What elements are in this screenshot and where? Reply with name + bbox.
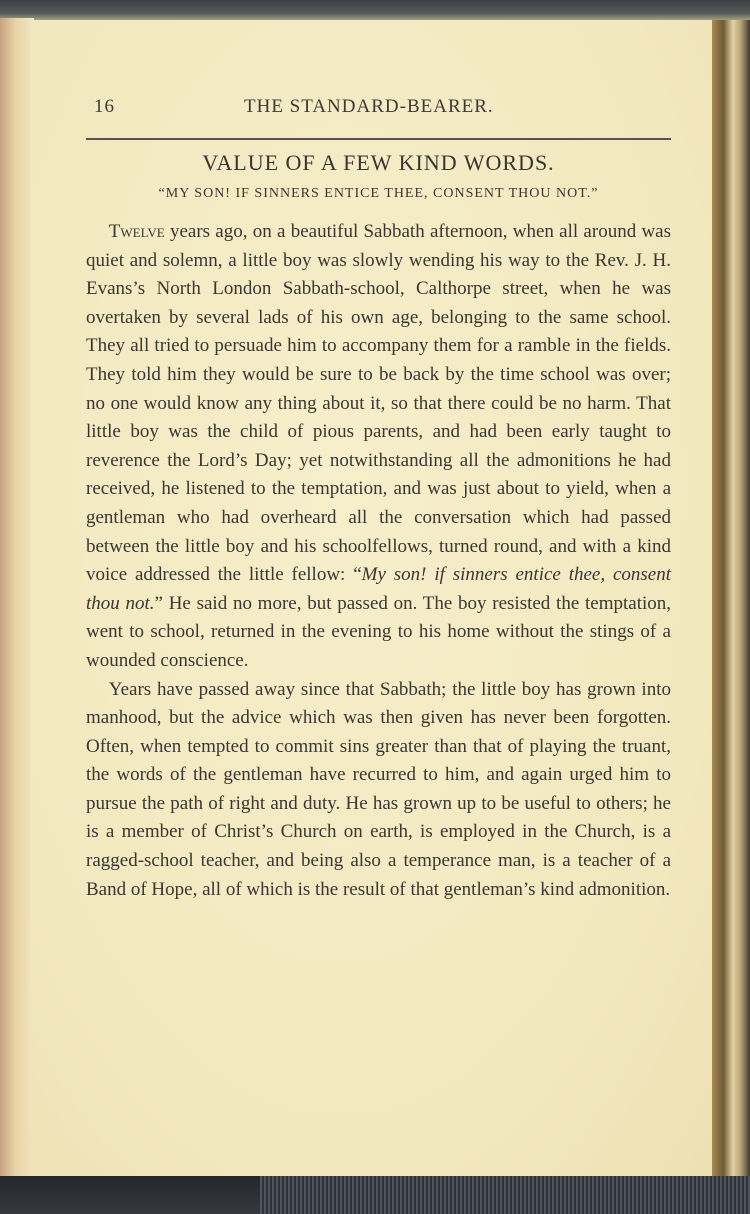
paragraph-1-text-b: ” He said no more, but passed on. The boy resisted the temptation, went to school, returned in the evening to his home without the stings of a wounded conscience. [86, 592, 671, 671]
book-bottom-edge [0, 1176, 750, 1214]
page-left-edge [0, 18, 34, 1178]
book-top-edge [0, 0, 750, 22]
header-rule [86, 138, 671, 140]
paragraph-2: Years have passed away since that Sabbath; the little boy has grown into manhood, but the advice which was then given has never been forgotten. Often, when tempted to commit sins greater than that of playing the truant, the words of the gentleman have recurred to him, and again urged him to pursue the path of right and duty. He has grown up to be useful to others; he is a member of Christ’s Church on earth, is employed in the Church, is a ragged-school teacher, and being also a temperance man, is a teacher of a Band of Hope, all of which is the result of that gentleman’s kind admonition. [86, 678, 671, 900]
article-title: VALUE OF A FEW KIND WORDS. [202, 150, 555, 175]
paragraph-1-text-a: years ago, on a beautiful Sabbath afternoon, when all around was quiet and solemn, a little boy was slowly wending his way to the Rev. J. H. Evans’s North London Sabbath-school, Calthorpe street, when he was overtaken by several lads of his own age, belonging to the same school. They all tried to persuade him to accompany them for a ramble in the fields. They told him they would be sure to be back by the time school was over; no one would know any thing about it, so that there could be no harm. That little boy was the child of pious parents, and had been early taught to reverence the Lord’s Day; yet notwithstanding all the admonitions he had received, he listened to the temptation, and was just about to yield, when a gentleman who had overheard all the conversation which had passed between the little boy and his schoolfellows, turned round, and with a kind voice addressed the little fellow: “ [86, 221, 671, 586]
paragraph-1 [86, 218, 671, 676]
article-body [86, 218, 671, 904]
book-gutter [712, 20, 750, 1180]
article-epigraph: “MY SON! IF SINNERS ENTICE THEE, CONSENT THOU NOT.” [158, 186, 599, 201]
running-head-title: THE STANDARD-BEARER. [244, 96, 494, 117]
running-head [94, 96, 674, 122]
paragraph-lead-word: Twelve [108, 221, 165, 242]
page-number: 16 [94, 96, 115, 117]
italic-quote: My son! if sinners entice thee, consent thou not. [86, 564, 671, 614]
